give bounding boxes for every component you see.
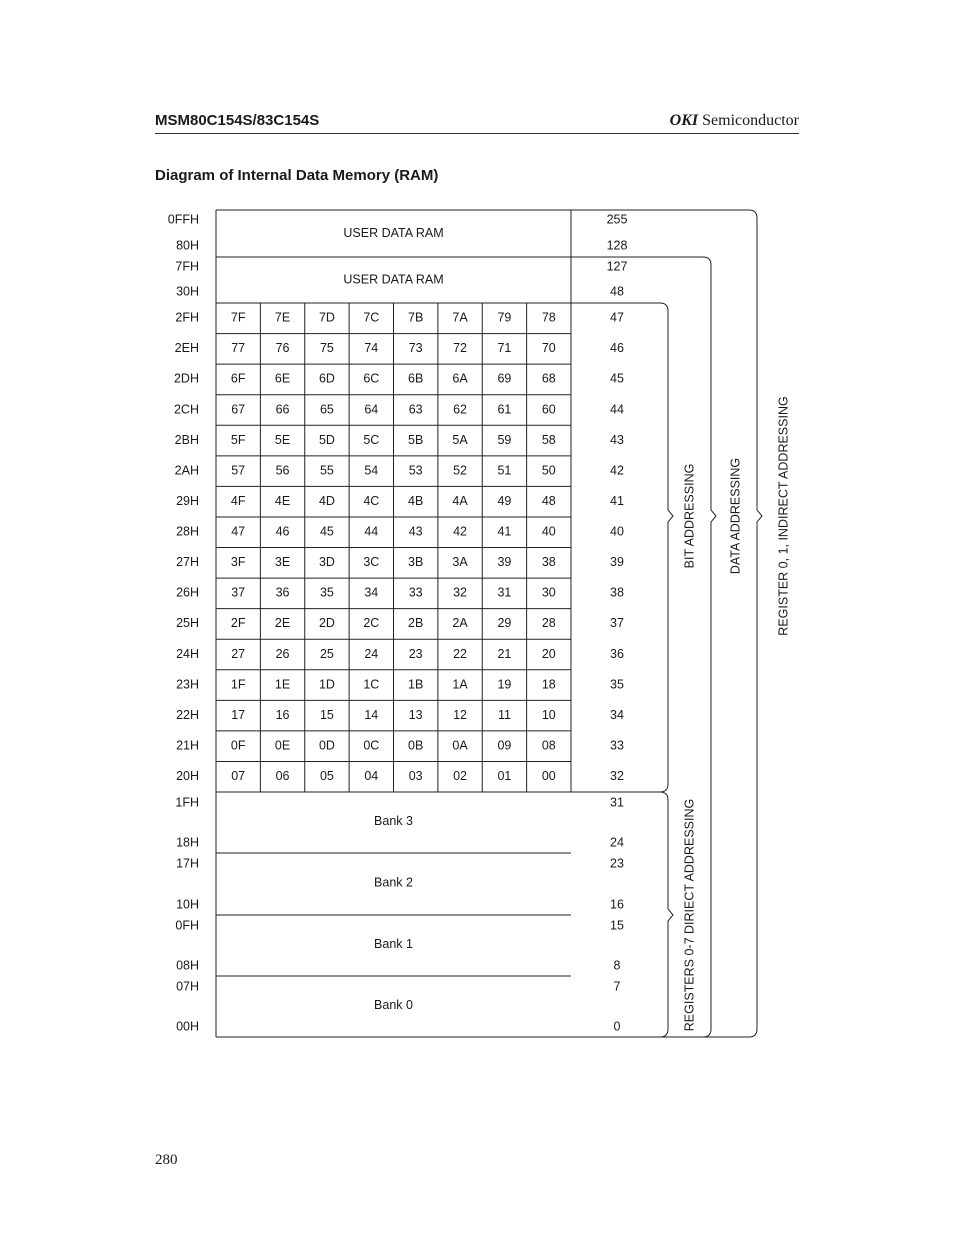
bit-address-cell: 50 xyxy=(541,463,556,478)
decimal-label: 46 xyxy=(610,341,624,356)
bit-address-cell: 31 xyxy=(497,585,512,600)
address-label: 2CH xyxy=(173,402,199,417)
bit-address-cell: 08 xyxy=(541,738,556,753)
bank-label: Bank 3 xyxy=(374,813,413,828)
bit-address-cell: 68 xyxy=(541,371,556,386)
bit-address-cell: 40 xyxy=(541,524,556,539)
bit-address-cell: 37 xyxy=(231,585,246,600)
bit-address-cell: 4A xyxy=(452,493,468,508)
bit-address-cell: 10 xyxy=(541,707,556,722)
bit-address-cell: 77 xyxy=(231,341,246,356)
bit-address-cell: 2B xyxy=(408,616,424,631)
bit-address-cell: 17 xyxy=(231,707,246,722)
address-label: 00H xyxy=(176,1019,199,1034)
address-label: 08H xyxy=(176,958,199,973)
bit-address-cell: 0E xyxy=(274,738,291,753)
bit-address-cell: 67 xyxy=(231,402,246,417)
bit-address-cell: 22 xyxy=(453,646,468,661)
bit-address-cell: 2C xyxy=(363,616,380,631)
bit-address-cell: 2E xyxy=(274,616,291,631)
decimal-label: 24 xyxy=(610,835,624,850)
bit-address-cell: 3D xyxy=(318,555,335,570)
address-label: 7FH xyxy=(175,259,199,274)
bit-address-cell: 1C xyxy=(363,677,380,692)
bit-address-cell: 39 xyxy=(497,555,512,570)
address-label: 2AH xyxy=(174,463,199,478)
decimal-label: 45 xyxy=(610,371,624,386)
bit-address-cell: 42 xyxy=(453,524,468,539)
decimal-label: 127 xyxy=(606,259,628,274)
bit-address-cell: 51 xyxy=(497,463,512,478)
address-label: 2EH xyxy=(174,341,199,356)
address-label: 10H xyxy=(176,897,199,912)
bit-address-cell: 63 xyxy=(408,402,423,417)
bit-address-cell: 38 xyxy=(541,555,556,570)
address-label: 17H xyxy=(176,856,199,871)
bit-address-cell: 69 xyxy=(497,371,512,386)
bit-address-cell: 71 xyxy=(497,341,512,356)
decimal-label: 40 xyxy=(610,524,624,539)
bit-address-cell: 1D xyxy=(318,677,335,692)
bit-address-cell: 60 xyxy=(541,402,556,417)
bit-address-cell: 2D xyxy=(318,616,335,631)
bit-address-cell: 79 xyxy=(497,310,512,325)
bit-address-cell: 1B xyxy=(408,677,424,692)
bit-address-cell: 03 xyxy=(408,769,423,784)
bit-address-cell: 56 xyxy=(275,463,290,478)
bit-address-cell: 33 xyxy=(408,585,423,600)
decimal-label: 36 xyxy=(610,646,624,661)
bit-address-cell: 47 xyxy=(231,524,246,539)
bit-address-cell: 0A xyxy=(452,738,468,753)
bit-address-cell: 48 xyxy=(541,493,556,508)
bit-address-cell: 02 xyxy=(453,769,468,784)
bit-address-cell: 75 xyxy=(319,341,334,356)
bit-address-cell: 5E xyxy=(274,432,291,447)
decimal-label: 23 xyxy=(610,856,624,871)
bit-address-cell: 7A xyxy=(452,310,468,325)
decimal-label: 39 xyxy=(610,555,624,570)
bit-address-cell: 46 xyxy=(275,524,290,539)
bit-address-cell: 0D xyxy=(318,738,335,753)
bit-address-cell: 0C xyxy=(363,738,380,753)
decimal-label: 47 xyxy=(610,310,624,325)
address-label: 28H xyxy=(176,524,199,539)
brand-name: OKI xyxy=(669,112,699,129)
bit-address-cell: 61 xyxy=(497,402,512,417)
address-label: 2BH xyxy=(174,432,199,447)
decimal-label: 0 xyxy=(613,1019,621,1034)
bit-address-cell: 18 xyxy=(541,677,556,692)
address-label: 1FH xyxy=(175,795,199,810)
bit-address-cell: 7B xyxy=(408,310,424,325)
address-label: 27H xyxy=(176,555,199,570)
decimal-label: 128 xyxy=(606,238,628,253)
bit-address-cell: 49 xyxy=(497,493,512,508)
decimal-label: 33 xyxy=(610,738,624,753)
bit-address-cell: 78 xyxy=(541,310,556,325)
bit-address-cell: 7E xyxy=(274,310,291,325)
division-name: Semiconductor xyxy=(702,112,799,129)
bit-address-cell: 3B xyxy=(408,555,424,570)
bit-address-cell: 25 xyxy=(319,646,334,661)
decimal-label: 31 xyxy=(610,795,624,810)
address-label: 26H xyxy=(176,585,199,600)
memory-map-lines xyxy=(216,210,762,1037)
bit-address-cell: 5B xyxy=(408,432,424,447)
bit-address-cell: 3E xyxy=(274,555,291,570)
bit-address-cell: 07 xyxy=(231,769,246,784)
bit-address-cell: 65 xyxy=(319,402,334,417)
bit-address-cell: 29 xyxy=(497,616,512,631)
bit-address-cell: 4F xyxy=(230,493,246,508)
decimal-label: 42 xyxy=(610,463,624,478)
decimal-label: 16 xyxy=(610,897,624,912)
decimal-label: 7 xyxy=(613,979,621,994)
decimal-label: 41 xyxy=(610,493,624,508)
user-ram-label: USER DATA RAM xyxy=(343,225,444,240)
bit-address-cell: 28 xyxy=(541,616,556,631)
bit-address-cell: 4D xyxy=(318,493,335,508)
registers-direct-label: REGISTERS 0-7 DIRIECT ADDRESSING xyxy=(682,798,697,1032)
bit-address-cell: 11 xyxy=(497,707,511,722)
bank-label: Bank 1 xyxy=(374,936,413,951)
bit-address-cell: 55 xyxy=(319,463,334,478)
data-addressing-label: DATA ADDRESSING xyxy=(728,457,743,575)
bit-address-cell: 44 xyxy=(364,524,379,539)
decimal-label: 37 xyxy=(610,616,624,631)
decimal-label: 48 xyxy=(610,284,624,299)
address-label: 29H xyxy=(176,493,199,508)
bit-address-cell: 19 xyxy=(497,677,512,692)
bit-address-cell: 72 xyxy=(453,341,468,356)
bit-address-cell: 30 xyxy=(541,585,556,600)
bit-address-cell: 4E xyxy=(274,493,291,508)
address-label: 07H xyxy=(176,979,199,994)
bit-address-cell: 1A xyxy=(452,677,468,692)
bit-address-cell: 0F xyxy=(230,738,246,753)
bit-address-cell: 66 xyxy=(275,402,290,417)
bit-address-cell: 0B xyxy=(408,738,424,753)
decimal-label: 15 xyxy=(610,918,624,933)
bit-address-cell: 14 xyxy=(364,707,379,722)
bit-address-cell: 5C xyxy=(363,432,380,447)
bit-address-cell: 41 xyxy=(497,524,512,539)
bit-address-cell: 3A xyxy=(452,555,468,570)
bit-address-cell: 1E xyxy=(274,677,291,692)
page-number: 280 xyxy=(155,1152,178,1168)
bit-address-cell: 58 xyxy=(541,432,556,447)
bit-address-cell: 5D xyxy=(318,432,335,447)
decimal-label: 44 xyxy=(610,402,624,417)
bit-address-cell: 5A xyxy=(452,432,468,447)
address-label: 80H xyxy=(176,238,199,253)
bit-address-cell: 16 xyxy=(275,707,290,722)
bit-address-cell: 7D xyxy=(318,310,335,325)
decimal-label: 34 xyxy=(610,707,624,722)
bit-address-cell: 73 xyxy=(408,341,423,356)
diagram-title: Diagram of Internal Data Memory (RAM) xyxy=(155,167,439,184)
bit-address-cell: 70 xyxy=(541,341,556,356)
bit-address-cell: 62 xyxy=(453,402,468,417)
address-label: 2FH xyxy=(175,310,199,325)
bit-address-cell: 00 xyxy=(541,769,556,784)
bit-address-cell: 59 xyxy=(497,432,512,447)
bit-address-cell: 04 xyxy=(364,769,379,784)
bit-address-cell: 26 xyxy=(275,646,290,661)
address-label: 23H xyxy=(176,677,199,692)
address-label: 30H xyxy=(176,284,199,299)
address-label: 21H xyxy=(176,738,199,753)
decimal-label: 32 xyxy=(610,769,624,784)
registers-direct-bracket xyxy=(571,792,673,1037)
bit-address-cell: 6D xyxy=(318,371,335,386)
bit-address-cell: 6B xyxy=(408,371,424,386)
indirect-addressing-bracket xyxy=(571,210,762,1037)
decimal-label: 8 xyxy=(613,958,621,973)
bit-address-cell: 3F xyxy=(230,555,246,570)
bit-address-cell: 7F xyxy=(230,310,246,325)
bit-address-cell: 13 xyxy=(408,707,423,722)
indirect-addressing-label: REGISTER 0, 1, INDIRECT ADDRESSING xyxy=(776,396,791,636)
bit-address-cell: 2A xyxy=(452,616,468,631)
bit-addressing-label: BIT ADDRESSING xyxy=(682,463,697,569)
address-label: 22H xyxy=(176,707,199,722)
bit-address-cell: 36 xyxy=(275,585,290,600)
bit-address-cell: 74 xyxy=(364,341,379,356)
bank-label: Bank 2 xyxy=(374,875,413,890)
bit-address-cell: 43 xyxy=(408,524,423,539)
bit-address-cell: 57 xyxy=(231,463,246,478)
bank-label: Bank 0 xyxy=(374,997,413,1012)
decimal-label: 38 xyxy=(610,585,624,600)
bit-address-cell: 01 xyxy=(497,769,512,784)
bit-address-cell: 32 xyxy=(453,585,468,600)
bit-address-cell: 53 xyxy=(408,463,423,478)
bit-address-cell: 2F xyxy=(230,616,246,631)
bit-address-cell: 6F xyxy=(230,371,246,386)
bit-address-cell: 3C xyxy=(363,555,380,570)
bit-address-cell: 09 xyxy=(497,738,512,753)
bit-address-cell: 12 xyxy=(453,707,468,722)
address-label: 24H xyxy=(176,646,199,661)
bit-address-cell: 5F xyxy=(230,432,246,447)
address-label: 18H xyxy=(176,835,199,850)
bit-address-cell: 06 xyxy=(275,769,290,784)
bit-address-cell: 1F xyxy=(230,677,246,692)
decimal-label: 43 xyxy=(610,432,624,447)
bit-address-cell: 24 xyxy=(364,646,379,661)
bit-address-cell: 15 xyxy=(319,707,334,722)
user-ram-label: USER DATA RAM xyxy=(343,272,444,287)
bit-address-cell: 27 xyxy=(231,646,246,661)
decimal-label: 255 xyxy=(606,212,628,227)
address-label: 0FH xyxy=(175,918,199,933)
address-label: 2DH xyxy=(173,371,199,386)
bit-address-cell: 4B xyxy=(408,493,424,508)
bit-address-cell: 23 xyxy=(408,646,423,661)
memory-map-labels xyxy=(168,212,791,1033)
bit-address-cell: 64 xyxy=(364,402,379,417)
bit-address-cell: 34 xyxy=(364,585,379,600)
address-label: 25H xyxy=(176,616,199,631)
bit-address-cell: 7C xyxy=(363,310,380,325)
part-number: MSM80C154S/83C154S xyxy=(155,112,320,129)
bit-address-cell: 6E xyxy=(274,371,291,386)
bit-address-cell: 6A xyxy=(452,371,468,386)
bit-address-cell: 4C xyxy=(363,493,380,508)
bit-address-cell: 76 xyxy=(275,341,290,356)
bit-address-cell: 35 xyxy=(319,585,334,600)
bit-address-cell: 52 xyxy=(453,463,468,478)
address-label: 20H xyxy=(176,769,199,784)
bit-address-cell: 54 xyxy=(364,463,379,478)
decimal-label: 35 xyxy=(610,677,624,692)
bit-address-cell: 45 xyxy=(319,524,334,539)
bit-address-cell: 20 xyxy=(541,646,556,661)
bit-address-cell: 05 xyxy=(319,769,334,784)
bit-address-cell: 21 xyxy=(497,646,512,661)
address-label: 0FFH xyxy=(167,212,199,227)
bit-address-cell: 6C xyxy=(363,371,380,386)
